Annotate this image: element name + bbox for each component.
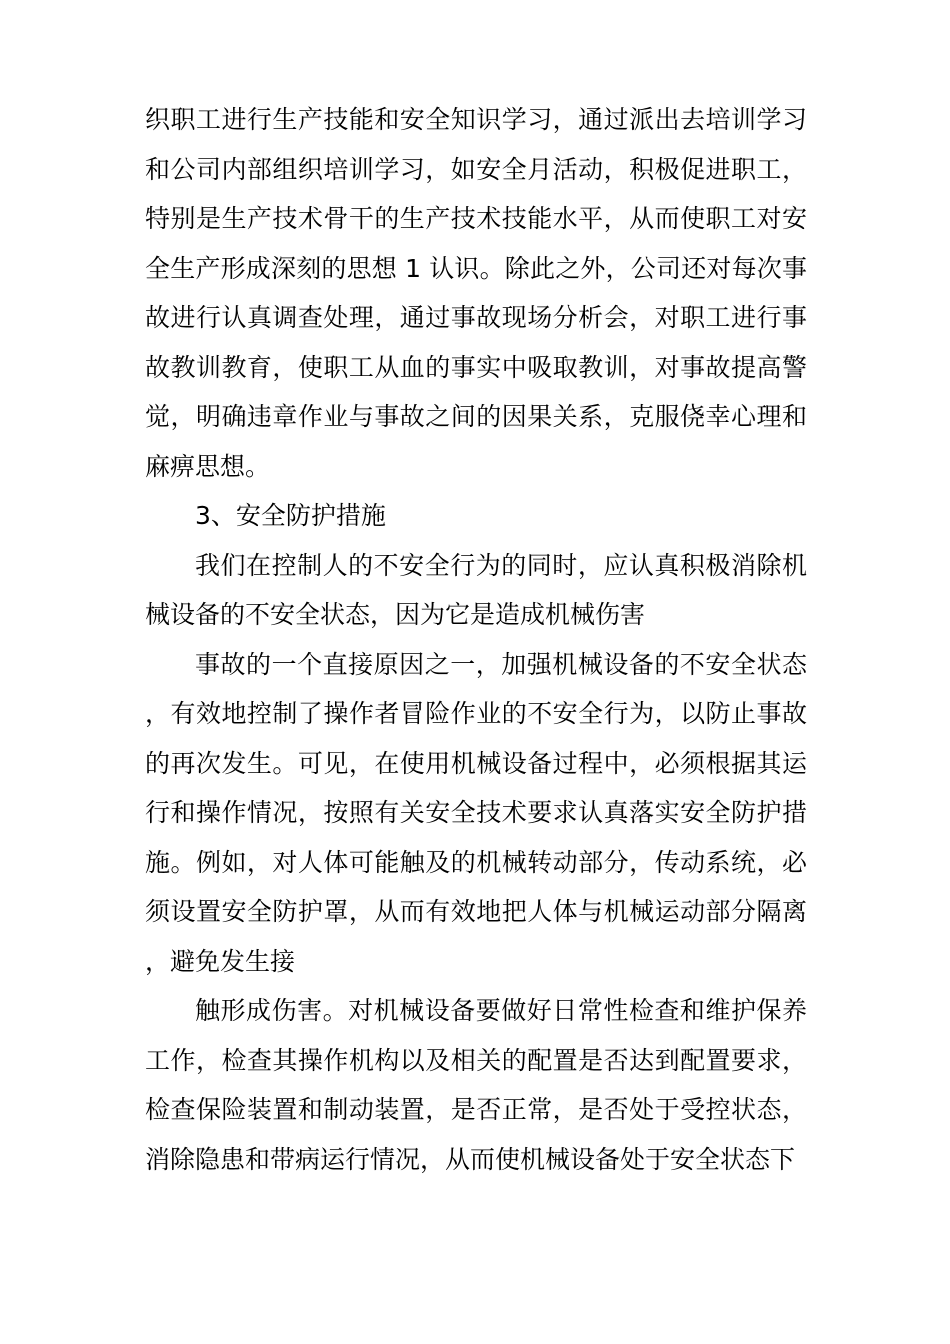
body-text	[145, 95, 807, 1184]
paragraph-training-continued: 织职工进行生产技能和安全知识学习，通过派出去培训学习和公司内部组织培训学习，如安全月活动，积极促进职工，特别是生产技术骨干的生产技术技能水平，从而使职工对安全生产形成深刻的思想 1 认识。除此之外，公司还对每次事故进行认真调查处理，通过事故现场分析会，对职工进行事故教训教育，使职工从血的事实中吸取教训，对事故提高警觉，明确违章作业与事故之间的因果关系，克服侥幸心理和麻痹思想。	[145, 105, 807, 481]
paragraph-maintenance: 触形成伤害。对机械设备要做好日常性检查和维护保养工作，检查其操作机构以及相关的配置是否达到配置要求，检查保险装置和制动装置，是否正常，是否处于受控状态，消除隐患和带病运行情况，从而使机械设备处于安全状态下	[145, 996, 807, 1174]
paragraph-unsafe-state: 我们在控制人的不安全行为的同时，应认真积极消除机械设备的不安全状态，因为它是造成机械伤害	[145, 550, 807, 629]
paragraph-direct-cause: 事故的一个直接原因之一，加强机械设备的不安全状态，有效地控制了操作者冒险作业的不安全行为，以防止事故的再次发生。可见，在使用机械设备过程中，必须根据其运行和操作情况，按照有关安全技术要求认真落实安全防护措施。例如，对人体可能触及的机械转动部分，传动系统，必须设置安全防护罩，从而有效地把人体与机械运动部分隔离，避免发生接	[145, 649, 807, 976]
section-heading-safety-protection: 3、安全防护措施	[195, 501, 386, 530]
